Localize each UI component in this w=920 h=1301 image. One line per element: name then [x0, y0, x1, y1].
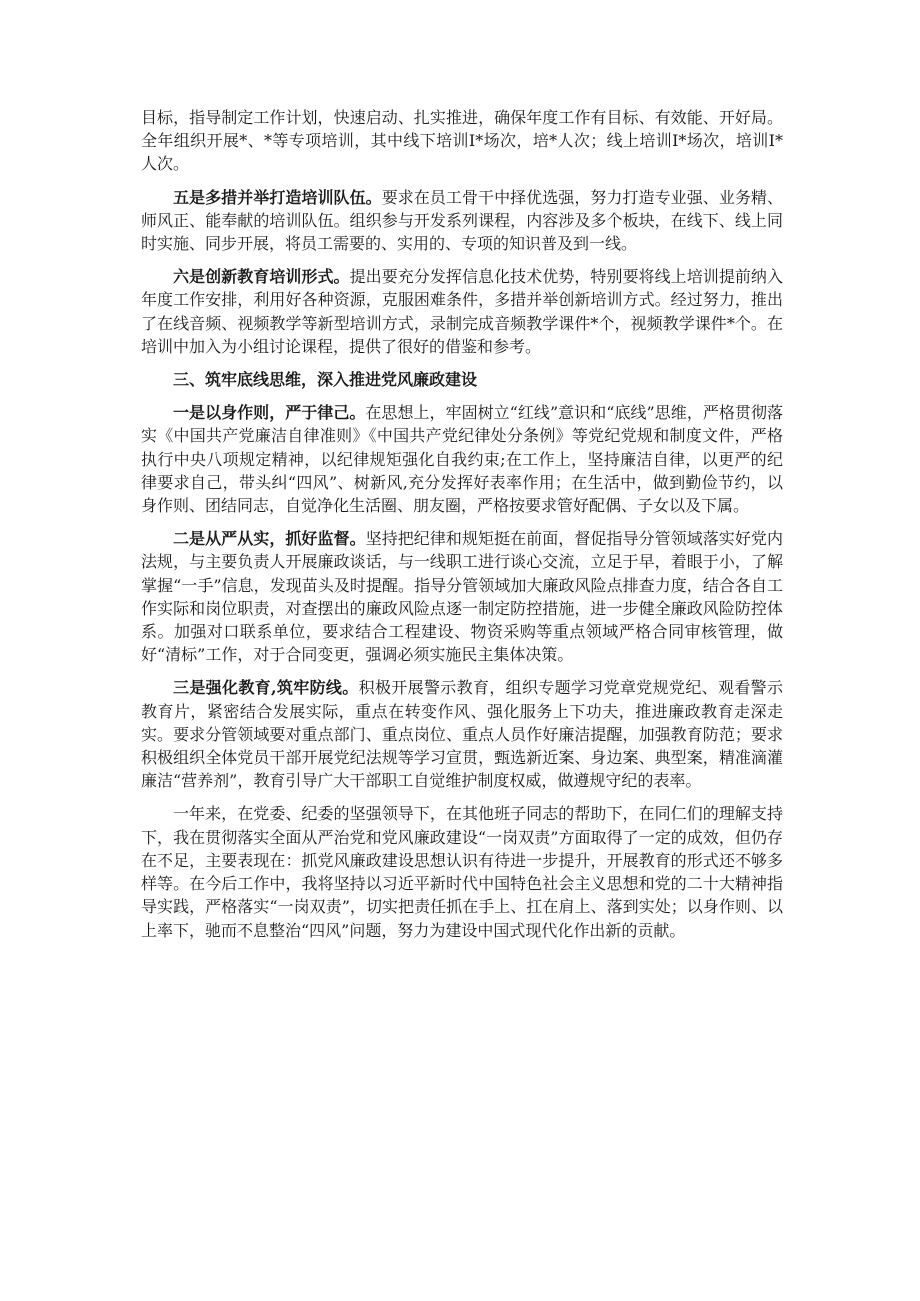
paragraph-training-format — [141, 265, 783, 358]
paragraph-text: 提出要充分发挥信息化技术优势，特别要将线上培训提前纳入年度工作安排，利用好各种资源，克服困难条件，多措并举创新培训方式。经过努力，推出了在线音频、视频教学等新型培训方式，录制完成音频教学课件*个，视频教学课件*个。在培训中加入为小组讨论课程，提供了很好的借鉴和参考。 — [141, 267, 783, 356]
paragraph-summary — [141, 802, 783, 941]
paragraph-lead: 一是以身作则，严于律己。 — [173, 403, 366, 423]
section-heading-three: 三、筑牢底线思维，深入推进党风廉政建设 — [173, 370, 478, 390]
paragraph-text: 积极开展警示教育，组织专题学习党章党规党纪、观看警示教育片，紧密结合发展实际，重点在转变作风、强化服务上下功夫，推进廉政教育走深走实。要求分管领域要对重点部门、重点岗位、重点人员作好廉洁提醒，加强教育防范；要求积极组织全体党员干部开展党纪法规等学习宣贯，甄选新近案、身边案、典型案，精准滴灌廉洁“营养剂”，教育引导广大干部职工自觉维护制度权威，做遵规守纪的表率。 — [141, 678, 783, 791]
paragraph-text: 在思想上，牢固树立“红线”意识和“底线”思维，严格贯彻落实《中国共产党廉洁自律准则》《中国共产党纪律处分条例》等党纪党规和制度文件，严格执行中央八项规定精神，以纪律规矩强化自我约束;在工作上，坚持廉洁自律，以更严的纪律要求自己，带头纠“四风”、树新风,充分发挥好表率作用；在生活中，做到勤俭节约，以身作则、团结同志，自觉净化生活圈、朋友圈，严格按要求管好配偶、子女以及下属。 — [141, 403, 783, 516]
paragraph-training-continuation — [141, 106, 783, 176]
paragraph-training-team — [141, 186, 783, 256]
paragraph-text: 一年来，在党委、纪委的坚强领导下，在其他班子同志的帮助下，在同仁们的理解支持下，我在贯彻落实全面从严治党和党风廉政建设“一岗双责”方面取得了一定的成效，但仍存在不足，主要表现在：抓党风廉政建设思想认识有待进一步提升，开展教育的形式还不够多样等。在今后工作中，我将坚持以习近平新时代中国特色社会主义思想和党的二十大精神指导实践，严格落实“一岗双责”，切实把责任抓在手上、扛在肩上、落到实处；以身作则、以上率下，驰而不息整治“四风”问题，努力为建设中国式现代化作出新的贡献。 — [141, 804, 783, 940]
document-page — [141, 106, 783, 952]
paragraph-lead: 五是多措并举打造培训队伍。 — [173, 187, 382, 207]
paragraph-text: 目标，指导制定工作计划，快速启动、扎实推进，确保年度工作有目标、有效能、开好局。全年组织开展*、*等专项培训，其中线下培训I*场次，培*人次；线上培训I*场次，培训I*人次。 — [141, 108, 783, 174]
paragraph-text: 要求在员工骨干中择优选强，努力打造专业强、业务精、师风正、能奉献的培训队伍。组织参与开发系列课程，内容涉及多个板块，在线下、线上同时实施、同步开展，将员工需要的、实用的、专项的知识普及到一线。 — [141, 187, 783, 254]
paragraph-lead: 二是从严从实，抓好监督。 — [173, 529, 366, 549]
paragraph-lead: 三是强化教育,筑牢防线。 — [173, 678, 359, 698]
paragraph-lead-by-example — [141, 401, 783, 517]
paragraph-text: 坚持把纪律和规矩挺在前面，督促指导分管领域落实好党内法规，与主要负责人开展廉政谈话，与一线职工进行谈心交流，立足于早，着眼于小，了解掌握“一手”信息，发现苗头及时提醒。指导分管领域加大廉政风险点排查力度，结合各自工作实际和岗位职责，对查摆出的廉政风险点逐一制定防控措施，进一步健全廉政风险防控体系。加强对口联系单位，要求结合工程建设、物资采购等重点领域严格合同审核管理，做好“清标”工作，对于合同变更，强调必须实施民主集体决策。 — [141, 529, 783, 665]
paragraph-supervision — [141, 527, 783, 666]
paragraph-lead: 六是创新教育培训形式。 — [173, 267, 350, 287]
paragraph-education — [141, 676, 783, 792]
